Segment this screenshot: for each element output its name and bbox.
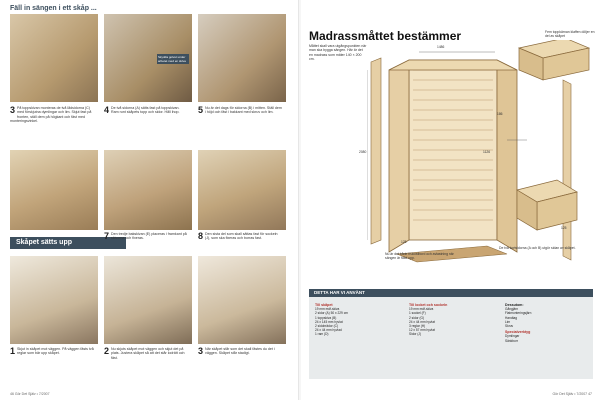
step-photo-5 [198, 14, 286, 102]
left-page [0, 0, 299, 400]
step-photo-4 [104, 14, 192, 102]
assembly-photo-1 [10, 256, 98, 344]
list-item: 1 sockel (F) [409, 311, 426, 316]
step-caption: 3 När skåpet står som det skall fästes du det i väggen. Skåpet står stadigt. [198, 346, 275, 356]
dimension-label: 2080 [359, 150, 367, 154]
step-photo-6 [10, 150, 98, 230]
page-footer: Gör Det Själv • 7/2007 47 [552, 392, 592, 396]
list-item: 2 sidor (A) 50 x 229 cm [315, 311, 348, 316]
exploded-side-right [563, 80, 571, 260]
dimension-label: 125 [401, 240, 407, 244]
dimension-label: 1486 [437, 45, 445, 49]
dimension-label: 125 [561, 226, 567, 230]
column-heading: Till locket och sockeln [409, 303, 448, 307]
photo-label: Skydda golvet under arbetet med en skiva [157, 54, 189, 64]
step-caption: 3 På toppskivan monteras de två lådsidorna (C) med förskjutna dymlingar och lim. Skjut fast på fronten, ställ dem på högkant och fäst med monteringsvinkel. [10, 105, 92, 124]
list-item: Skruv [505, 324, 514, 329]
right-side-panel [497, 60, 517, 252]
list-item: 24 x 44 mm hyvlad [315, 328, 342, 333]
step-photo-7 [104, 150, 192, 230]
list-item: 1 ram (D) [315, 332, 329, 337]
page-banner: Fäll in sängen i ett skåp ... [10, 5, 97, 12]
list-item: 1 toppskiva (B) [315, 315, 337, 320]
list-item: 2 sidor (G) [409, 315, 425, 320]
materials-column-2 [409, 303, 495, 337]
step-caption: 2 Nu skjuts skåpet mot väggen och skjut det på plats. Justera skåpet så att det står lodrätt och fäst. [104, 346, 185, 360]
step-caption: 7 Den tredje bakskivan (E) placeras i framkant på skivorna och fixeras. [104, 231, 187, 241]
callout-top-right: Fem toppkärnan klaffen döljer en del av skåpet [545, 30, 595, 39]
materials-table [309, 289, 593, 379]
assembly-photo-3 [198, 256, 286, 344]
column-heading: Dessutom: [505, 303, 524, 307]
table-title: DETTA HAR VI ANVÄNT [309, 289, 593, 297]
list-item: Flatmonteringsjärn [505, 311, 532, 316]
assembly-photo-2 [104, 256, 192, 344]
step-photo-8 [198, 150, 286, 230]
callout-bottom-right: De två kortsidorna (A och B) utgör sidan av skåpet. [499, 246, 576, 250]
page-title: Madrassmåttet bestämmer [309, 29, 462, 43]
list-item: Sänkborr [505, 338, 518, 343]
dimension-label: 1126 [483, 150, 491, 154]
dimension-label: 186 [497, 112, 503, 116]
list-item: Lim [505, 319, 511, 324]
list-item: Handtag [505, 315, 518, 320]
materials-column-3 [505, 303, 589, 343]
step-caption: 5 Nu är det dags för sidorna (B) i mitten. Ställ dem i höjd och fäst i bakkant med skruv och lim. [198, 105, 282, 115]
list-item: 12 x 57 mm hyvlat [409, 328, 435, 333]
list-item: 19 mm mdf-skiva [409, 307, 434, 312]
step-caption: 4 De två sidorna (A) sätts fast på toppskivan. Ram runt skåpets topp och sidor. Håll ihop. [104, 105, 180, 115]
section-heading: Skåpet sätts upp [10, 237, 126, 249]
list-item: 24 x 145 mm hyvlat [315, 319, 343, 324]
left-side-panel [389, 60, 409, 252]
list-item: 3 reglar (H) [409, 324, 426, 329]
step-caption: 8 Den sista del som skall sättas fast för sockeln (J), som ska fixeras och borras fast. [198, 231, 278, 241]
list-item: Sidor (J) [409, 332, 422, 337]
exploded-side-left [371, 58, 381, 244]
callout-bottom-left: Nu är det både frukostbord och avlastning när sängen är fälld upp. [385, 252, 454, 261]
list-item: Dymlingar [505, 334, 520, 339]
column-subheading: Specialverktyg [505, 330, 531, 335]
materials-column-1 [315, 303, 401, 337]
step-photo-3 [10, 14, 98, 102]
right-page [301, 0, 600, 400]
page-footer: 46 Gör Det Själv • 7/2007 [10, 392, 50, 396]
column-heading: Till skåpet [315, 303, 333, 307]
list-item: 24 x 44 mm hyvlat [409, 319, 435, 324]
list-item: 19 mm mdf-skiva [315, 307, 340, 312]
intro-text: Måttet skall vara utgångspunkten när man ska bygga sängen. Här är det en madrass som mäter 140 × 200 cm. [309, 44, 367, 61]
list-item: Gångjärn [505, 307, 519, 312]
top-panel [389, 60, 517, 70]
list-item: 2 sidobrädor (C) [315, 324, 339, 329]
step-caption: 1 Skjut in skåpet mot väggen. På väggen fästs två reglar som bär upp skåpet. [10, 346, 94, 356]
